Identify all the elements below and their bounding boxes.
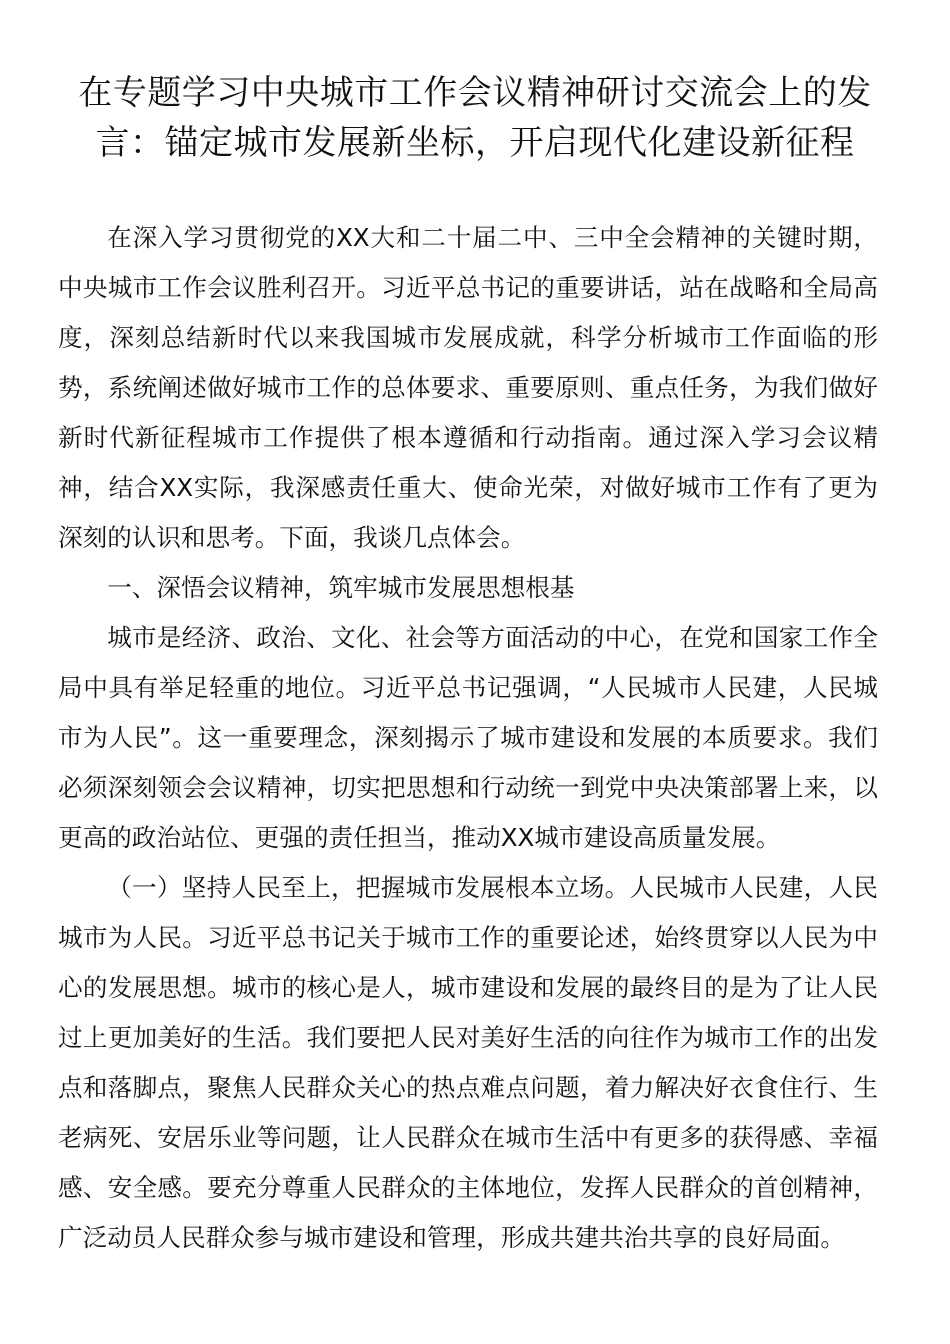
intro-paragraph: 在深入学习贯彻党的XX大和二十届二中、三中全会精神的关键时期，中央城市工作会议胜利召开。习近平总书记的重要讲话，站在战略和全局高度，深刻总结新时代以来我国城市发展成就，科学分析城市工作面临的形势，系统阐述做好城市工作的总体要求、重要原则、重点任务，为我们做好新时代新征程城市工作提供了根本遵循和行动指南。通过深入学习会议精神，结合XX实际，我深感责任重大、使命光荣，对做好城市工作有了更为深刻的认识和思考。下面，我谈几点体会。 [58, 223, 878, 552]
subsection-1-paragraph: （一）坚持人民至上，把握城市发展根本立场。人民城市人民建，人民城市为人民。习近平总书记关于城市工作的重要论述，始终贯穿以人民为中心的发展思想。城市的核心是人，城市建设和发展的最终目的是为了让人民过上更加美好的生活。我们要把人民对美好生活的向往作为城市工作的出发点和落脚点，聚焦人民群众关心的热点难点问题，着力解决好衣食住行、生老病死、安居乐业等问题，让人民群众在城市生活中有更多的获得感、幸福感、安全感。要充分尊重人民群众的主体地位，发挥人民群众的首创精神，广泛动员人民群众参与城市建设和管理，形成共建共治共享的良好局面。 [58, 873, 878, 1252]
document-title: 在专题学习中央城市工作会议精神研讨交流会上的发言：锚定城市发展新坐标，开启现代化建设新征程 [78, 73, 872, 163]
section-1-paragraph: 城市是经济、政治、文化、社会等方面活动的中心，在党和国家工作全局中具有举足轻重的地位。习近平总书记强调，“人民城市人民建，人民城市为人民”。这一重要理念，深刻揭示了城市建设和发展的本质要求。我们必须深刻领会会议精神，切实把思想和行动统一到党中央决策部署上来，以更高的政治站位、更强的责任担当，推动XX城市建设高质量发展。 [58, 623, 878, 852]
document-body [58, 213, 878, 1263]
section-heading-1: 一、深悟会议精神，筑牢城市发展思想根基 [107, 573, 575, 602]
